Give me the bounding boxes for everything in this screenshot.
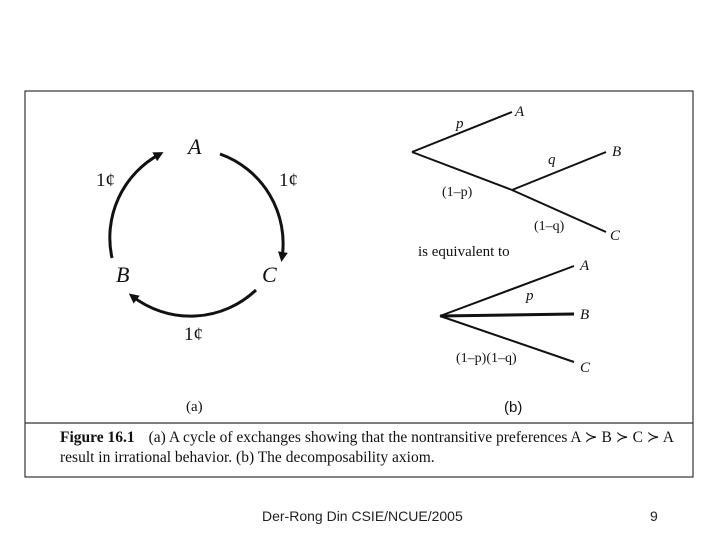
arrow-b-to-a (110, 154, 160, 258)
figure-number: Figure 16.1 (60, 429, 135, 446)
panel-a-cycle (96, 134, 298, 415)
panel-b-top-tree (412, 112, 606, 232)
leaf-c-top: C (610, 228, 621, 244)
branch-q (512, 152, 606, 190)
label-q: q (548, 152, 556, 168)
caption-text: (a) A cycle of exchanges showing that the nontransitive preferences A ≻ B ≻ C ≻ A result in irrational behavior. (b) The decomposability axiom. (60, 429, 674, 466)
equivalent-text: is equivalent to (418, 244, 510, 260)
arrow-a-to-c (220, 154, 283, 258)
panel-b-label: (b) (504, 399, 523, 416)
footer-credit: Der-Rong Din CSIE/NCUE/2005 (262, 508, 463, 524)
panel-a-label: (a) (186, 399, 203, 415)
branch-to-b-bottom (440, 314, 574, 316)
leaf-a-top: A (515, 104, 525, 120)
arrow-c-to-b (132, 290, 256, 316)
edge-label-left: 1¢ (96, 170, 115, 191)
figure-caption (60, 428, 690, 468)
leaf-b-bottom: B (580, 307, 590, 323)
leaf-c-bottom: C (580, 360, 591, 376)
page-number: 9 (650, 508, 658, 524)
edge-label-right: 1¢ (279, 170, 298, 191)
node-c: C (262, 262, 277, 287)
label-one-minus-p-one-minus-q: (1–p)(1–q) (456, 351, 517, 366)
node-b: B (116, 262, 130, 287)
panel-b-bottom-tree (440, 266, 574, 362)
label-p-bottom: p (526, 288, 534, 304)
figure-16-1 (24, 90, 694, 478)
leaf-a-bottom: A (580, 258, 590, 274)
label-one-minus-q: (1–q) (534, 219, 565, 234)
node-a: A (188, 134, 202, 159)
edge-label-bottom: 1¢ (184, 324, 203, 345)
branch-to-a-bottom (440, 266, 574, 316)
label-one-minus-p: (1–p) (442, 185, 473, 200)
label-p-top: p (456, 116, 464, 132)
leaf-b-top: B (612, 144, 622, 160)
